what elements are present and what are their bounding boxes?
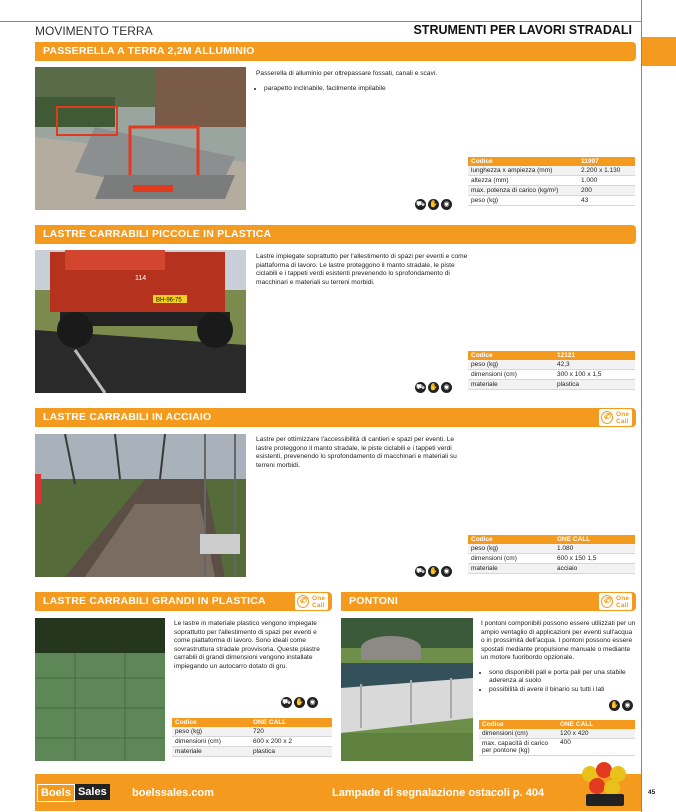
spec-table-lastre-piccole [468, 351, 635, 390]
footer-bar [35, 774, 641, 811]
spec-table-lastre-grandi [172, 718, 332, 757]
spec-value: acciaio [554, 564, 635, 574]
table-row [468, 176, 635, 186]
spec-value: 200 [578, 186, 635, 196]
spec-value: 1.080 [554, 544, 635, 554]
spec-label: materiale [172, 747, 250, 757]
spec-value: 2.200 x 1.130 [578, 166, 635, 176]
chapter-tab[interactable] [642, 37, 676, 66]
one-call-badge [599, 409, 632, 426]
spec-value: 600 x 200 x 2 [250, 737, 332, 747]
table-row [468, 166, 635, 176]
section-bar-lastre-piccole [35, 225, 636, 244]
photo-pontoni [341, 618, 473, 761]
section-title-lastre-grandi: LASTRE CARRABILI GRANDI IN PLASTICA [43, 595, 266, 607]
header-rule [0, 21, 641, 22]
logo-boels: Boels [37, 784, 75, 802]
section-title-lastre-piccole: LASTRE CARRABILI PICCOLE IN PLASTICA [43, 228, 272, 240]
spec-value: plastica [250, 747, 332, 757]
safety-icons-s2 [415, 382, 452, 393]
desc-lastre-acciaio: Lastre per ottimizzare l'accessibilità di cantieri e spazi per eventi. Le lastre proteggono il manto stradale, le piste ciclabili e i tappeti verdi esistenti, prevenendo lo sprofondamento di macchinari e materiali su terreni morbidi. [256, 436, 457, 469]
table-row [172, 727, 332, 737]
spec-head-label: Codice [468, 351, 554, 360]
badge-line1: One [616, 595, 630, 602]
spec-label: peso (kg) [468, 544, 554, 554]
spec-value: 720 [250, 727, 332, 737]
section-bar-lastre-acciaio [35, 408, 636, 427]
page-edge-rule [641, 0, 642, 812]
photo-passerella [35, 67, 246, 210]
boot-icon: ◉ [622, 700, 633, 711]
spec-value: 400 [557, 739, 635, 756]
section-title-lastre-acciaio: LASTRE CARRABILI IN ACCIAIO [43, 411, 212, 423]
section-bar-lastre-grandi [35, 592, 332, 611]
table-row [468, 554, 635, 564]
logo-sales: Sales [75, 784, 110, 800]
badge-line1: One [312, 595, 326, 602]
table-row [468, 544, 635, 554]
spec-head-code: 12121 [554, 351, 635, 360]
section-title-pontoni: PONTONI [349, 595, 399, 607]
truck-icon: ⛟ [416, 568, 425, 575]
boot-icon: ◉ [307, 697, 318, 708]
desc-lastre-piccole: Lastre impiegate soprattutto per l'allestimento di spazi per eventi e come piattaforma di lavoro. Le lastre proteggono il manto stradale, le piste ciclabili e i tappeti verdi esistenti prevenendo lo sprofondamento di macchinari e materiali su terreni morbidi. [256, 253, 468, 286]
spec-label: materiale [468, 564, 554, 574]
section-title: STRUMENTI PER LAVORI STRADALI [413, 23, 632, 37]
spec-value: 1.000 [578, 176, 635, 186]
boot-icon: ◉ [441, 199, 452, 210]
phone-icon: ✆ [601, 595, 613, 608]
table-row [468, 196, 635, 206]
desc-passerella [256, 70, 456, 93]
one-call-badge [599, 593, 632, 610]
spec-label: altezza (mm) [468, 176, 578, 186]
badge-line1: One [616, 411, 630, 418]
truck-icon: ⛟ [282, 699, 291, 706]
spec-label: dimensioni (cm) [479, 729, 557, 739]
spec-label: max. capacità di carico per pontone (kg) [479, 739, 557, 756]
bullet-pontoni-1: • sono disponibili pali e porta pali per una stabile aderenza al suolo [489, 669, 636, 686]
spec-head-code: ONE CALL [557, 720, 635, 729]
boels-sales-logo[interactable] [37, 784, 110, 800]
table-row [468, 380, 635, 390]
table-row [479, 729, 635, 739]
spec-head-code: ONE CALL [250, 718, 332, 727]
spec-head-code: 11997 [578, 157, 635, 166]
badge-line2: Call [312, 602, 325, 609]
table-row [479, 739, 635, 756]
warning-lamps-image [580, 762, 630, 808]
safety-icons-s4 [281, 697, 318, 708]
bullet-pontoni-2: • possibilità di avere il binario su tutti i lati [489, 686, 636, 695]
spec-label: materiale [468, 380, 554, 390]
table-row [172, 737, 332, 747]
phone-icon: ✆ [297, 595, 309, 608]
spec-value: 43 [578, 196, 635, 206]
safety-icons-s3 [415, 566, 452, 577]
one-call-badge [295, 593, 328, 610]
badge-line2: Call [616, 602, 629, 609]
section-title-passerella: PASSERELLA A TERRA 2,2M ALLUMINIO [43, 45, 255, 57]
spec-label: dimensioni (cm) [468, 554, 554, 564]
page-number: 45 [648, 789, 656, 796]
spec-head-label: Codice [172, 718, 250, 727]
spec-table-pontoni [479, 720, 635, 756]
photo-lastre-piccole [35, 250, 246, 393]
table-row [468, 564, 635, 574]
photo-lastre-grandi [35, 618, 165, 761]
glove-icon: ✋ [429, 201, 438, 208]
desc-pontoni [481, 620, 636, 694]
table-row [172, 747, 332, 757]
badge-line2: Call [616, 418, 629, 425]
table-row [468, 186, 635, 196]
spec-value: 42,3 [554, 360, 635, 370]
boot-icon: ◉ [441, 382, 452, 393]
glove-icon: ✋ [429, 568, 438, 575]
spec-label: lunghezza x ampiezza (mm) [468, 166, 578, 176]
bullet-passerella-1: • parapetto inclinabile, facilmente impilabile [264, 85, 456, 94]
section-bar-passerella [35, 42, 636, 61]
spec-value: 120 x 420 [557, 729, 635, 739]
glove-icon: ✋ [295, 699, 304, 706]
footer-crossref[interactable]: Lampade di segnalazione ostacoli p. 404 [332, 787, 545, 799]
table-row [468, 370, 635, 380]
safety-icons-s5 [609, 700, 633, 711]
spec-head-code: ONE CALL [554, 535, 635, 544]
boot-icon: ◉ [441, 566, 452, 577]
desc-text-pontoni: I pontoni componibili possono essere utilizzati per un ampio ventaglio di applicazioni per eventi sull'acqua o in prossimità dell'acqua. I pontoni possono essere spostati mediante propulsione manuale o mediante un motore fuoribordo opzionale. [481, 620, 636, 661]
truck-icon: ⛟ [416, 384, 425, 391]
truck-model: 114 [135, 275, 147, 282]
spec-value: 300 x 100 x 1,5 [554, 370, 635, 380]
section-bar-pontoni [341, 592, 636, 611]
spec-head-label: Codice [468, 535, 554, 544]
safety-icons-s1 [415, 199, 452, 210]
spec-label: max. potenza di carico (kg/m²) [468, 186, 578, 196]
desc-lastre-grandi: Le lastre in materiale plastico vengono impiegate soprattutto per l'allestimento di spazi per eventi e come piattaforma di lavoro. Sono ideali come sovrastruttura stradale provvisoria. Queste piastre carrabili di grandi dimensioni vengono installate impiegando un autocarro dotato di gru. [174, 620, 320, 670]
truck-plate: BH-96-75 [156, 297, 182, 304]
spec-label: dimensioni (cm) [172, 737, 250, 747]
spec-value: 600 x 150 1,5 [554, 554, 635, 564]
spec-label: peso (kg) [172, 727, 250, 737]
footer-url[interactable]: boelssales.com [132, 787, 214, 799]
chapter-title: MOVIMENTO TERRA [35, 24, 153, 38]
table-row [468, 360, 635, 370]
spec-table-lastre-acciaio [468, 535, 635, 574]
spec-head-label: Codice [479, 720, 557, 729]
photo-lastre-acciaio [35, 434, 246, 577]
spec-label: dimensioni (cm) [468, 370, 554, 380]
spec-label: peso (kg) [468, 360, 554, 370]
spec-value: plastica [554, 380, 635, 390]
desc-text-passerella: Passerella di alluminio per oltrepassare fossati, canali e scavi. [256, 70, 438, 77]
spec-label: peso (kg) [468, 196, 578, 206]
glove-icon: ✋ [429, 384, 438, 391]
phone-icon: ✆ [601, 411, 613, 424]
truck-icon: ⛟ [416, 201, 425, 208]
spec-table-passerella [468, 157, 635, 206]
glove-icon: ✋ [610, 702, 619, 709]
spec-head-label: Codice [468, 157, 578, 166]
